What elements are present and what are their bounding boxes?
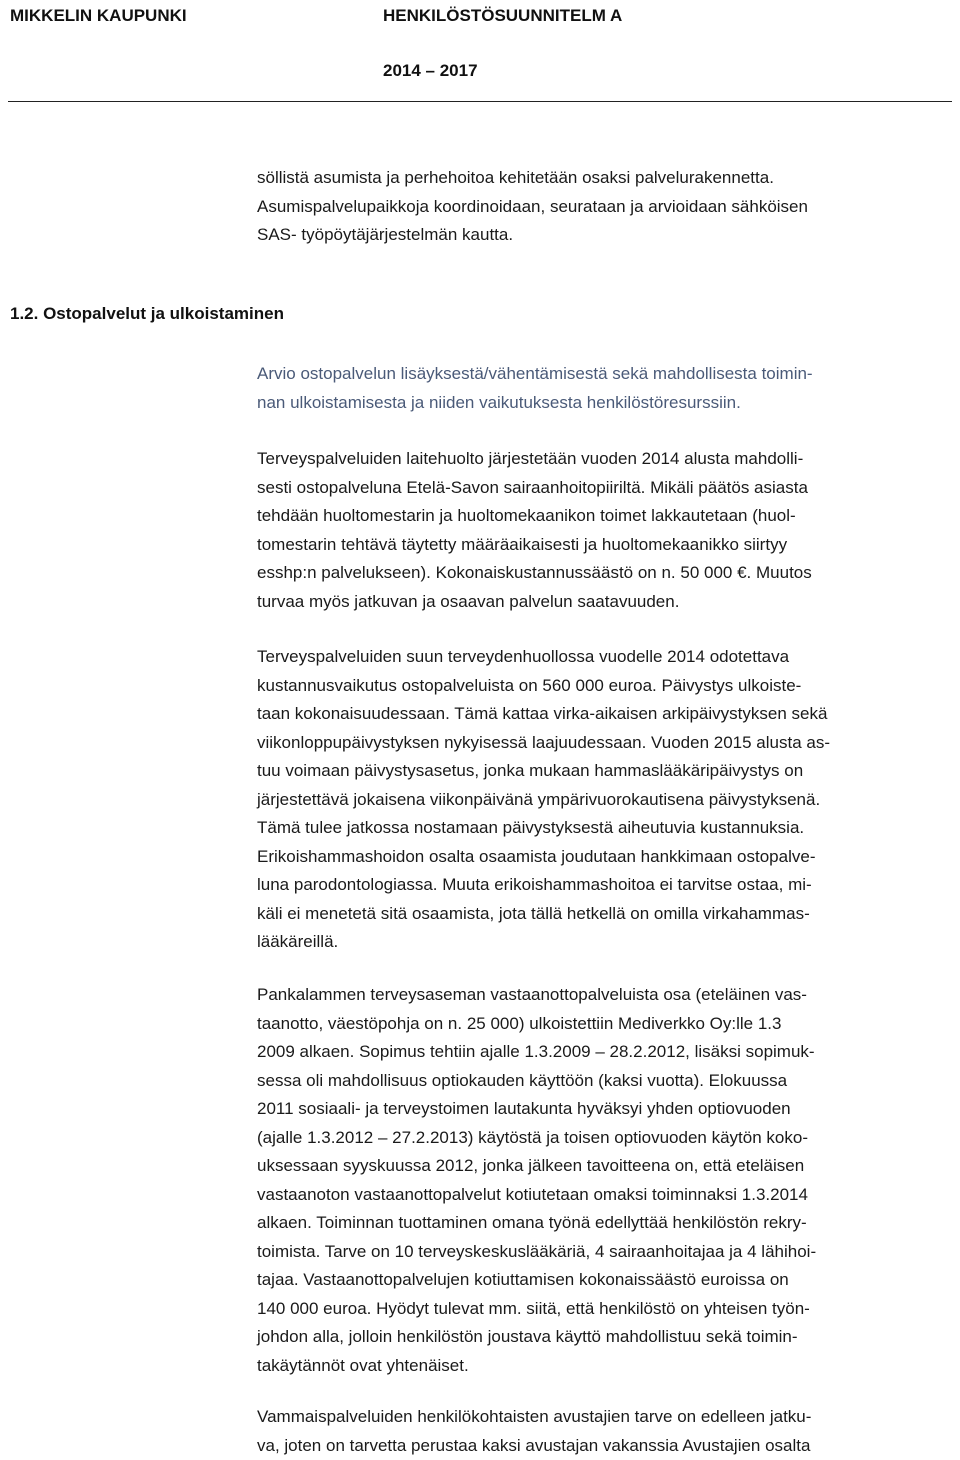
paragraph-0-text xyxy=(257,164,957,250)
text-line: va, joten on tarvetta perustaa kaksi avustajan vakanssia Avustajien osalta xyxy=(257,1432,957,1460)
text-line: Vammaispalveluiden henkilökohtaisten avustajien tarve on edelleen jatku- xyxy=(257,1403,957,1432)
text-line: taan kokonaisuudessaan. Tämä kattaa virka-aikaisen arkipäivystyksen sekä xyxy=(257,700,957,729)
text-line: esshp:n palvelukseen). Kokonaiskustannussäästö on n. 50 000 €. Muutos xyxy=(257,559,957,588)
text-line: (ajalle 1.3.2012 – 27.2.2013) käytöstä ja toisen optiovuoden käytön koko- xyxy=(257,1124,957,1153)
text-line: sessa oli mahdollisuus optiokauden käyttöön (kaksi vuotta). Elokuussa xyxy=(257,1067,957,1096)
text-line: viikonloppupäivystyksen nykyisessä laajuudessaan. Vuoden 2015 alusta as- xyxy=(257,729,957,758)
section-heading: 1.2. Ostopalvelut ja ulkoistaminen xyxy=(10,304,284,324)
text-line: Asumispalvelupaikkoja koordinoidaan, seurataan ja arvioidaan sähköisen xyxy=(257,193,957,222)
paragraph-3-text xyxy=(257,643,957,957)
paragraph-0 xyxy=(257,164,957,250)
text-line: toimista. Tarve on 10 terveyskeskuslääkäriä, 4 sairaanhoitajaa ja 4 lähihoi- xyxy=(257,1238,957,1267)
paragraph-5-text xyxy=(257,1403,957,1460)
text-line: Terveyspalveluiden laitehuolto järjestetään vuoden 2014 alusta mahdolli- xyxy=(257,445,957,474)
text-line: Pankalammen terveysaseman vastaanottopalveluista osa (eteläinen vas- xyxy=(257,981,957,1010)
text-line: johdon alla, jolloin henkilöstön joustava käyttö mahdollistuu sekä toimin- xyxy=(257,1323,957,1352)
paragraph-3 xyxy=(257,643,957,957)
text-line: vastaanoton vastaanottopalvelut kotiutetaan omaksi toiminnaksi 1.3.2014 xyxy=(257,1181,957,1210)
text-line: Erikoishammashoidon osalta osaamista joudutaan hankkimaan ostopalve- xyxy=(257,843,957,872)
text-line: turvaa myös jatkuvan ja osaavan palvelun saatavuuden. xyxy=(257,588,957,617)
text-line: 140 000 euroa. Hyödyt tulevat mm. siitä, että henkilöstö on yhteisen työn- xyxy=(257,1295,957,1324)
paragraph-2 xyxy=(257,445,957,616)
text-line: SAS- työpöytäjärjestelmän kautta. xyxy=(257,221,957,250)
text-line: uksessaan syyskuussa 2012, jonka jälkeen tavoitteena on, että eteläisen xyxy=(257,1152,957,1181)
text-line: Terveyspalveluiden suun terveydenhuollossa vuodelle 2014 odotettava xyxy=(257,643,957,672)
text-line: käli ei menetetä sitä osaamista, jota tällä hetkellä on omilla virkahammas- xyxy=(257,900,957,929)
text-line: tehdään huoltomestarin ja huoltomekaanikon toimet lakkautetaan (huol- xyxy=(257,502,957,531)
text-line: Tämä tulee jatkossa nostamaan päivystyksestä aiheutuvia kustannuksia. xyxy=(257,814,957,843)
text-line: lääkäreillä. xyxy=(257,928,957,957)
paragraph-1-text xyxy=(257,360,957,417)
text-line: tomestarin tehtävä täytetty määräaikaisesti ja huoltomekaanikko siirtyy xyxy=(257,531,957,560)
text-line: luna parodontologiassa. Muuta erikoishammashoitoa ei tarvitse ostaa, mi- xyxy=(257,871,957,900)
paragraph-4 xyxy=(257,981,957,1380)
text-line: nan ulkoistamisesta ja niiden vaikutuksesta henkilöstöresurssiin. xyxy=(257,389,957,418)
paragraph-4-text xyxy=(257,981,957,1380)
document-title: HENKILÖSTÖSUUNNITELM A xyxy=(383,6,622,26)
text-line: söllistä asumista ja perhehoitoa kehitetään osaksi palvelurakennetta. xyxy=(257,164,957,193)
paragraph-5 xyxy=(257,1403,957,1460)
text-line: järjestettävä jokaisena viikonpäivänä ympärivuorokautisena päivystyksenä. xyxy=(257,786,957,815)
text-line: tuu voimaan päivystysasetus, jonka mukaan hammaslääkäripäivystys on xyxy=(257,757,957,786)
text-line: taanotto, väestöpohja on n. 25 000) ulkoistettiin Mediverkko Oy:lle 1.3 xyxy=(257,1010,957,1039)
header-divider xyxy=(8,101,952,102)
document-years: 2014 – 2017 xyxy=(383,61,478,81)
text-line: kustannusvaikutus ostopalveluista on 560 000 euroa. Päivystys ulkoiste- xyxy=(257,672,957,701)
text-line: tajaa. Vastaanottopalvelujen kotiuttamisen kokonaissäästö euroissa on xyxy=(257,1266,957,1295)
paragraph-2-text xyxy=(257,445,957,616)
text-line: alkaen. Toiminnan tuottaminen omana työnä edellyttää henkilöstön rekry- xyxy=(257,1209,957,1238)
text-line: 2009 alkaen. Sopimus tehtiin ajalle 1.3.2009 – 28.2.2012, lisäksi sopimuk- xyxy=(257,1038,957,1067)
text-line: takäytännöt ovat yhtenäiset. xyxy=(257,1352,957,1381)
text-line: sesti ostopalveluna Etelä-Savon sairaanhoitopiiriltä. Mikäli päätös asiasta xyxy=(257,474,957,503)
text-line: 2011 sosiaali- ja terveystoimen lautakunta hyväksyi yhden optiovuoden xyxy=(257,1095,957,1124)
organization-name: MIKKELIN KAUPUNKI xyxy=(10,6,187,26)
text-line: Arvio ostopalvelun lisäyksestä/vähentämisestä sekä mahdollisesta toimin- xyxy=(257,360,957,389)
paragraph-1 xyxy=(257,360,957,417)
